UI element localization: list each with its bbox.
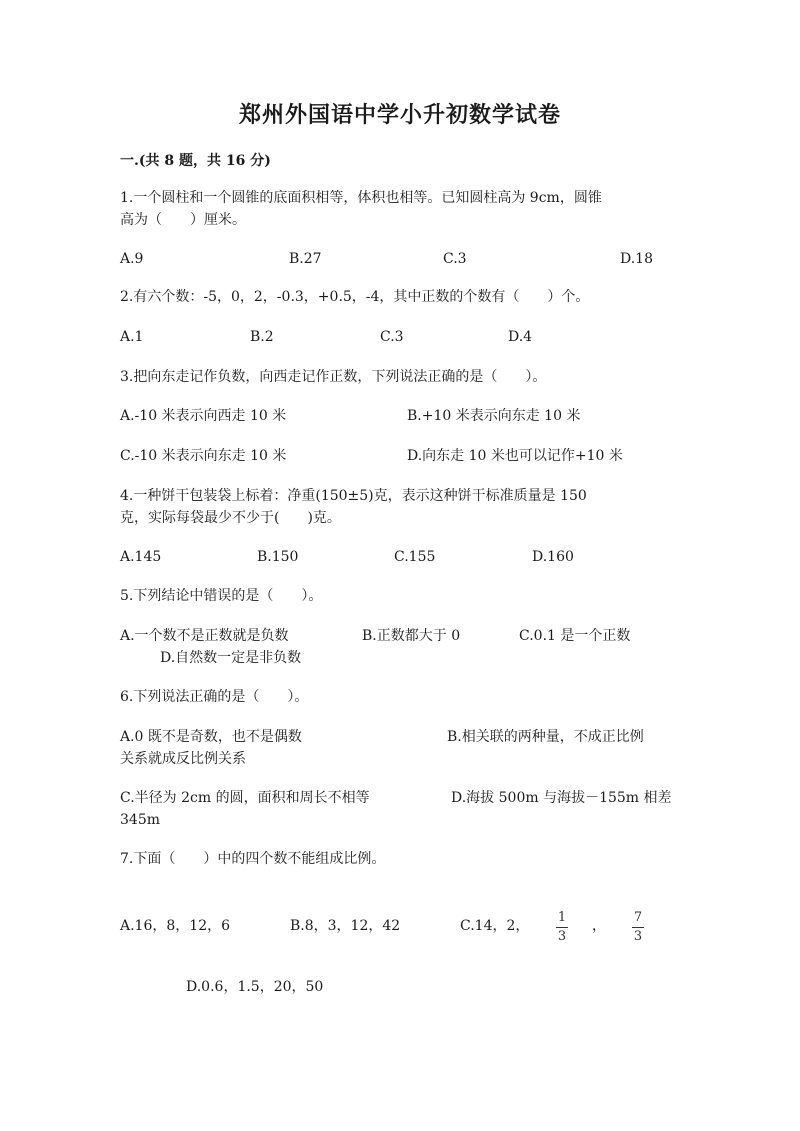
section-heading: 一.(共 8 题，共 16 分) bbox=[120, 153, 271, 169]
question-7-option-b[interactable]: B.8，3，12，42 bbox=[290, 918, 401, 934]
question-6-option-d-line1[interactable]: D.海拔 500m 与海拔－155m 相差 bbox=[451, 790, 672, 806]
question-4-option-c[interactable]: C.155 bbox=[394, 549, 436, 565]
question-3-stem: 3.把向东走记作负数，向西走记作正数，下列说法正确的是（ ）。 bbox=[120, 369, 547, 385]
fraction-numerator: 7 bbox=[633, 910, 643, 925]
question-1-stem-line2: 高为（ ）厘米。 bbox=[120, 212, 246, 228]
question-6-option-d-line2[interactable]: 345m bbox=[120, 812, 160, 828]
question-2-option-d[interactable]: D.4 bbox=[508, 329, 533, 345]
question-6-option-b-line1[interactable]: B.相关联的两种量，不成正比例 bbox=[447, 729, 644, 745]
question-7-option-c-fraction-1 bbox=[556, 911, 568, 944]
question-5-option-a[interactable]: A.一个数不是正数就是负数 bbox=[120, 628, 289, 644]
question-2-option-b[interactable]: B.2 bbox=[250, 329, 274, 345]
question-7-stem: 7.下面（ ）中的四个数不能组成比例。 bbox=[120, 851, 386, 867]
question-3-option-d[interactable]: D.向东走 10 米也可以记作+10 米 bbox=[407, 448, 623, 464]
question-6-option-a[interactable]: A.0 既不是奇数，也不是偶数 bbox=[120, 729, 302, 745]
question-1-option-a[interactable]: A.9 bbox=[120, 251, 144, 267]
question-6-option-c[interactable]: C.半径为 2cm 的圆，面积和周长不相等 bbox=[120, 790, 370, 806]
fraction-numerator: 1 bbox=[557, 910, 567, 925]
question-2-option-a[interactable]: A.1 bbox=[120, 329, 144, 345]
question-6-option-b-line2[interactable]: 关系就成反比例关系 bbox=[120, 751, 246, 767]
question-5-option-b[interactable]: B.正数都大于 0 bbox=[362, 628, 461, 644]
question-3-option-a[interactable]: A.-10 米表示向西走 10 米 bbox=[120, 408, 287, 424]
question-4-option-a[interactable]: A.145 bbox=[120, 549, 162, 565]
question-5-option-c[interactable]: C.0.1 是一个正数 bbox=[519, 628, 631, 644]
question-7-option-c-comma: ， bbox=[592, 918, 606, 934]
question-2-option-c[interactable]: C.3 bbox=[380, 329, 404, 345]
question-2-stem: 2.有六个数：-5，0，2，-0.3，+0.5，-4，其中正数的个数有（ ）个。 bbox=[120, 289, 590, 305]
question-1-option-d[interactable]: D.18 bbox=[620, 251, 653, 267]
fraction-denominator: 3 bbox=[633, 929, 643, 944]
question-3-option-b[interactable]: B.+10 米表示向东走 10 米 bbox=[407, 408, 581, 424]
question-4-stem-line1: 4.一种饼干包装袋上标着：净重(150±5)克，表示这种饼干标准质量是 150 bbox=[120, 488, 587, 504]
question-7-option-a[interactable]: A.16，8，12，6 bbox=[120, 918, 231, 934]
question-3-option-c[interactable]: C.-10 米表示向东走 10 米 bbox=[120, 448, 287, 464]
question-4-stem-line2: 克，实际每袋最少不少于( )克。 bbox=[120, 510, 341, 526]
question-7-option-d[interactable]: D.0.6，1.5，20，50 bbox=[186, 979, 324, 995]
question-4-option-d[interactable]: D.160 bbox=[532, 549, 574, 565]
question-7-option-c-prefix[interactable]: C.14，2， bbox=[460, 918, 530, 934]
question-5-stem: 5.下列结论中错误的是（ ）。 bbox=[120, 588, 323, 604]
question-5-option-d[interactable]: D.自然数一定是非负数 bbox=[160, 650, 302, 666]
fraction-bar bbox=[632, 927, 644, 928]
question-6-stem: 6.下列说法正确的是（ ）。 bbox=[120, 689, 309, 705]
question-4-option-b[interactable]: B.150 bbox=[257, 549, 299, 565]
fraction-bar bbox=[556, 927, 568, 928]
question-7-option-c-fraction-2 bbox=[632, 911, 644, 944]
fraction-denominator: 3 bbox=[557, 929, 567, 944]
question-1-option-b[interactable]: B.27 bbox=[289, 251, 322, 267]
question-1-option-c[interactable]: C.3 bbox=[443, 251, 467, 267]
page-title: 郑州外国语中学小升初数学试卷 bbox=[238, 102, 561, 128]
question-1-stem-line1: 1.一个圆柱和一个圆锥的底面积相等，体积也相等。已知圆柱高为 9cm，圆锥 bbox=[120, 190, 602, 206]
